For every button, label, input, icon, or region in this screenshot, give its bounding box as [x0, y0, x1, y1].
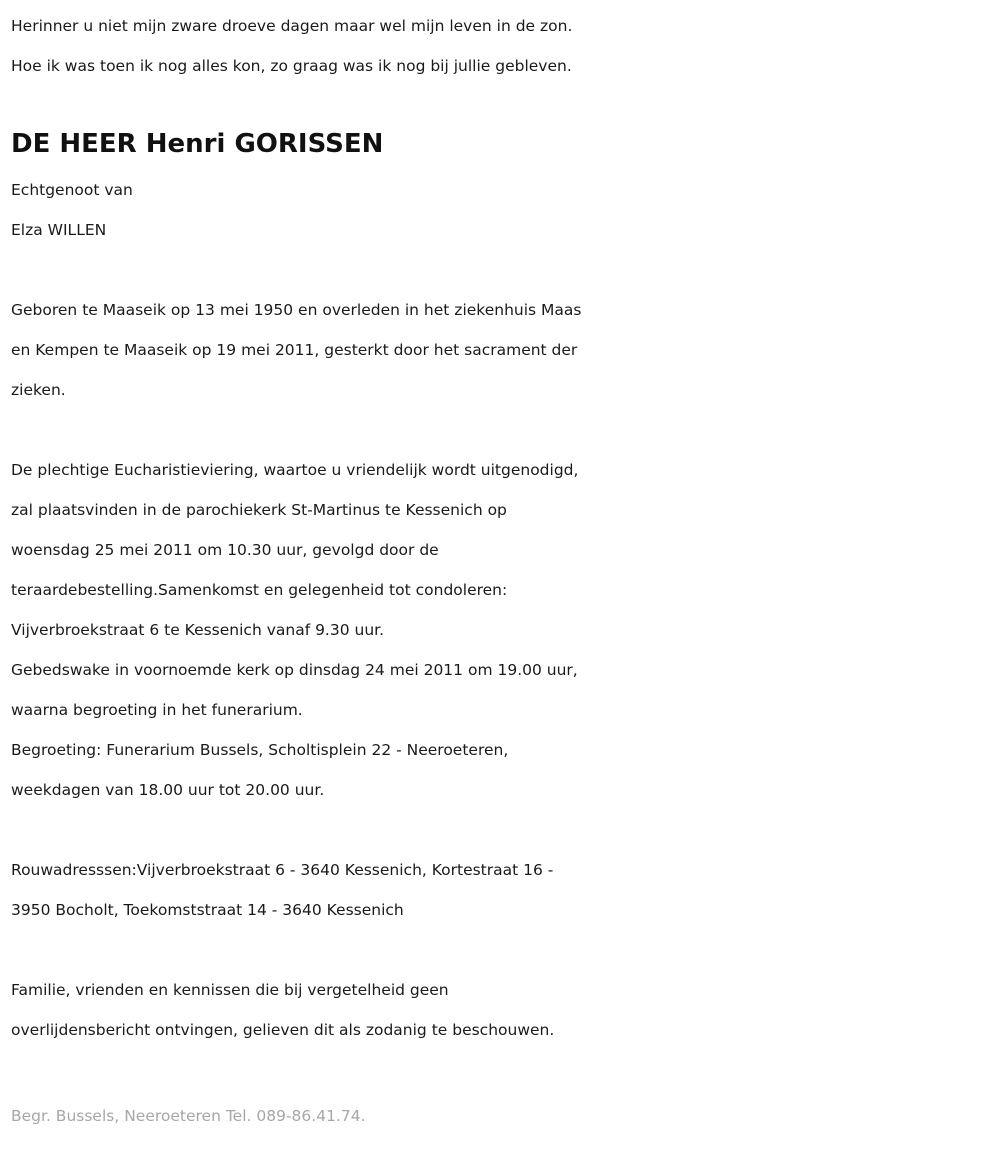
paragraph-line: Vijverbroekstraat 6 te Kessenich vanaf 9.30 uur. — [11, 621, 385, 639]
ceremony-paragraph — [11, 450, 996, 810]
paragraph-line: overlijdensbericht ontvingen, gelieven dit als zodanig te beschouwen. — [11, 1021, 555, 1039]
paragraph-line: weekdagen van 18.00 uur tot 20.00 uur. — [11, 781, 325, 799]
paragraph-line: Gebedswake in voornoemde kerk op dinsdag 24 mei 2011 om 19.00 uur, — [11, 661, 578, 679]
poem — [11, 6, 996, 86]
birth-death-paragraph — [11, 290, 996, 410]
addresses-paragraph — [11, 850, 996, 930]
notice-paragraph — [11, 970, 996, 1050]
paragraph-line: De plechtige Eucharistieviering, waartoe u vriendelijk wordt uitgenodigd, — [11, 461, 579, 479]
paragraph-line: zal plaatsvinden in de parochiekerk St-Martinus te Kessenich op — [11, 501, 507, 519]
spouse-name: Elza WILLEN — [11, 221, 107, 239]
deceased-name: DE HEER Henri GORISSEN — [11, 129, 384, 159]
spacer — [11, 250, 996, 290]
obituary-notice — [11, 6, 996, 1136]
paragraph-line: zieken. — [11, 381, 66, 399]
paragraph-line: Familie, vrienden en kennissen die bij vergetelheid geen — [11, 981, 449, 999]
paragraph-line: Rouwadresssen:Vijverbroekstraat 6 - 3640 Kessenich, Kortestraat 16 - — [11, 861, 554, 879]
spouse-label: Echtgenoot van — [11, 181, 133, 199]
spacer — [11, 930, 996, 970]
paragraph-line: woensdag 25 mei 2011 om 10.30 uur, gevolgd door de — [11, 541, 439, 559]
spacer — [11, 410, 996, 450]
paragraph-line: Geboren te Maaseik op 13 mei 1950 en overleden in het ziekenhuis Maas — [11, 301, 582, 319]
spacer — [11, 810, 996, 850]
paragraph-line: teraardebestelling.Samenkomst en gelegenheid tot condoleren: — [11, 581, 508, 599]
paragraph-line: en Kempen te Maaseik op 19 mei 2011, gesterkt door het sacrament der — [11, 341, 578, 359]
poem-line: Hoe ik was toen ik nog alles kon, zo graag was ik nog bij jullie gebleven. — [11, 57, 572, 75]
paragraph-line: Begroeting: Funerarium Bussels, Scholtisplein 22 - Neeroeteren, — [11, 741, 509, 759]
funeral-home-footer: Begr. Bussels, Neeroeteren Tel. 089-86.41.74. — [11, 1107, 366, 1125]
paragraph-line: waarna begroeting in het funerarium. — [11, 701, 303, 719]
paragraph-line: 3950 Bocholt, Toekomststraat 14 - 3640 Kessenich — [11, 901, 404, 919]
poem-line: Herinner u niet mijn zware droeve dagen maar wel mijn leven in de zon. — [11, 17, 573, 35]
spacer — [11, 1050, 996, 1090]
